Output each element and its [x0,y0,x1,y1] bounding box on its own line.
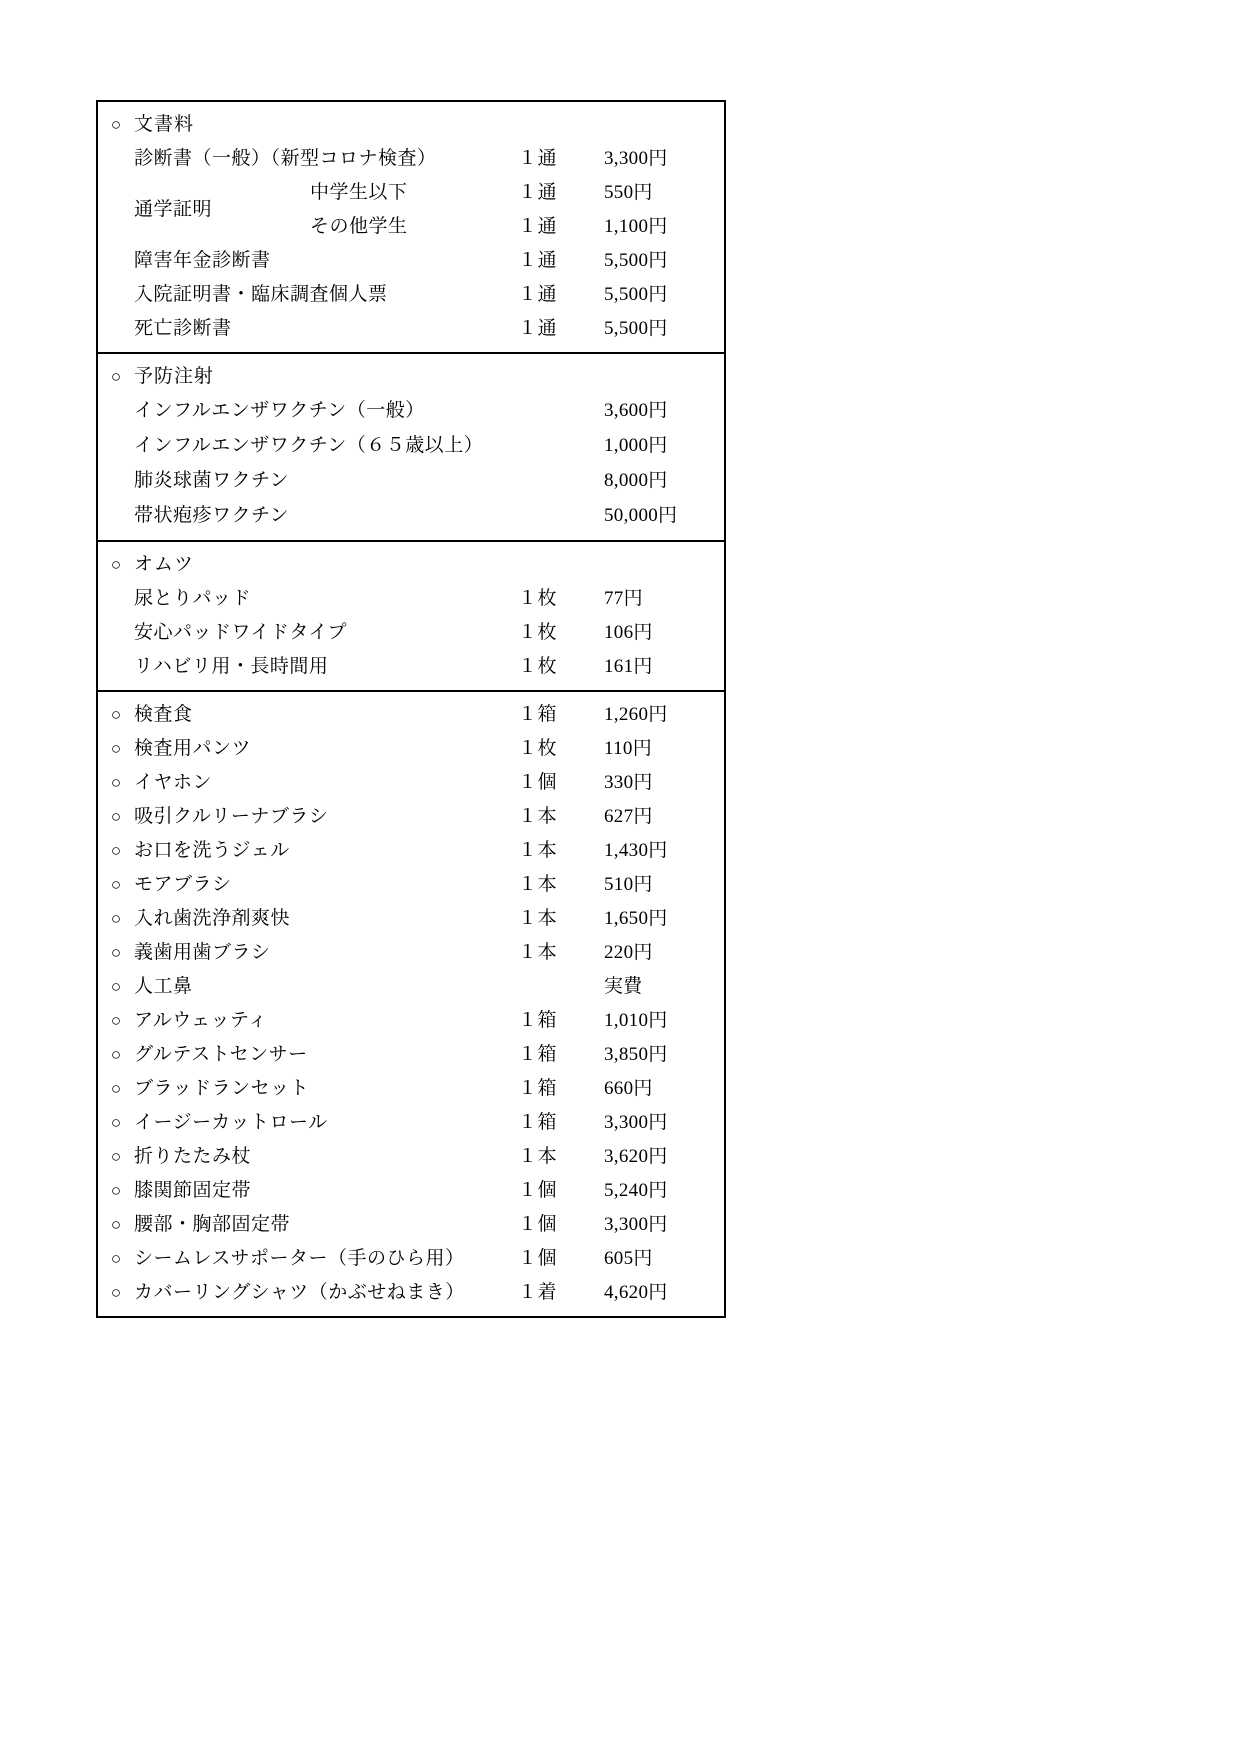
item-price: 1,000円 [604,435,668,456]
table-row [98,1072,724,1106]
item-price: 3,300円 [604,1214,668,1235]
item-name: インフルエンザワクチン（一般） [134,400,425,421]
item-unit: １本 [518,874,558,895]
item-name: 診断書（一般）（新型コロナ検査） [134,148,437,169]
item-unit: １本 [518,908,558,929]
item-name: 検査用パンツ [134,738,252,759]
bullet-icon: ○ [110,1147,122,1166]
item-name: イヤホン [134,772,213,793]
section-heading-row [98,542,724,582]
table-row [98,1242,724,1276]
grouped-subrows [244,176,724,244]
table-row [98,1140,724,1174]
item-name: 折りたたみ杖 [134,1146,252,1167]
item-name: お口を洗うジェル [134,840,290,861]
item-unit: １個 [518,1180,558,1201]
price-list-table [96,100,726,1318]
item-price: 220円 [604,942,653,963]
item-unit: １箱 [518,1044,558,1065]
item-unit: １個 [518,1214,558,1235]
bullet-icon: ○ [110,1181,122,1200]
bullet-icon: ○ [110,1283,122,1302]
bullet-icon: ○ [110,739,122,758]
item-unit: １通 [518,284,558,305]
item-name: インフルエンザワクチン（６５歳以上） [134,435,484,456]
item-price: 1,650円 [604,908,668,929]
bullet-icon: ○ [110,705,122,724]
item-price: 5,240円 [604,1180,668,1201]
item-name: 腰部・胸部固定帯 [134,1214,291,1235]
item-unit: １個 [518,772,558,793]
bullet-icon: ○ [110,115,122,134]
item-unit: １通 [518,318,558,339]
item-unit: １通 [518,216,558,237]
bullet-icon: ○ [110,1113,122,1132]
table-row [98,834,724,868]
section-diapers [98,542,724,692]
table-row [98,800,724,834]
table-row [98,1276,724,1316]
item-unit: １箱 [518,1010,558,1031]
item-price: 実費 [604,976,643,997]
item-price: 3,620円 [604,1146,668,1167]
item-unit: １箱 [518,704,558,725]
table-row [98,970,724,1004]
bullet-icon: ○ [110,807,122,826]
item-price: 4,620円 [604,1282,668,1303]
item-name: イージーカットロール [134,1112,328,1133]
bullet-icon: ○ [110,1249,122,1268]
table-row [244,176,724,210]
item-name: 人工鼻 [134,976,193,997]
item-name: アルウェッティ [134,1010,268,1031]
table-row [98,1038,724,1072]
table-row [98,312,724,352]
table-row [98,582,724,616]
item-price: 106円 [604,622,653,643]
item-price: 3,600円 [604,400,668,421]
item-name: 入院証明書・臨床調査個人票 [134,284,388,305]
section-heading-row [98,354,724,394]
bullet-icon: ○ [110,977,122,996]
item-price: 77円 [604,588,643,609]
table-row [98,1106,724,1140]
item-price: 627円 [604,806,653,827]
bullet-icon: ○ [110,909,122,928]
item-name: 吸引クルリーナブラシ [134,806,329,827]
table-row [98,142,724,176]
table-row [98,616,724,650]
item-name: 帯状疱疹ワクチン [134,505,290,526]
item-unit: １本 [518,942,558,963]
bullet-icon: ○ [110,841,122,860]
item-unit: １本 [518,840,558,861]
item-price: 161円 [604,656,653,677]
table-row [98,650,724,690]
section-misc-items [98,692,724,1316]
table-row [98,464,724,499]
table-row [244,210,724,244]
item-unit: １個 [518,1248,558,1269]
bullet-icon: ○ [110,1011,122,1030]
item-unit: １枚 [518,738,558,759]
section-vaccination [98,354,724,542]
item-name: 障害年金診断書 [134,250,271,271]
table-row [98,732,724,766]
bullet-icon: ○ [110,943,122,962]
grouped-row-school-certificate [98,176,724,244]
item-price: 110円 [604,738,652,759]
table-row [98,902,724,936]
section-documents [98,102,724,354]
table-row [98,868,724,902]
table-row [98,394,724,429]
item-unit: １本 [518,1146,558,1167]
item-price: 3,300円 [604,148,668,169]
item-name: カバーリングシャツ（かぶせねまき） [134,1282,465,1303]
table-row [98,1208,724,1242]
bullet-icon: ○ [110,1215,122,1234]
table-row [98,278,724,312]
item-name: 通学証明 [134,199,213,220]
item-price: 605円 [604,1248,653,1269]
bullet-icon: ○ [110,367,122,386]
item-price: 510円 [604,874,653,895]
section-heading-row [98,102,724,142]
item-unit: １通 [518,250,558,271]
table-row [98,1174,724,1208]
bullet-icon: ○ [110,1079,122,1098]
item-name: シームレスサポーター（手のひら用） [134,1248,465,1269]
section-heading: オムツ [134,554,195,575]
item-unit: １箱 [518,1112,558,1133]
item-name: 尿とりパッド [134,588,252,609]
bullet-icon: ○ [110,1045,122,1064]
section-heading: 予防注射 [134,366,215,387]
table-row [98,429,724,464]
table-row [98,499,724,540]
table-row [98,244,724,278]
item-price: 8,000円 [604,470,668,491]
item-unit: １通 [518,182,558,203]
item-name: グルテストセンサー [134,1044,308,1065]
item-name: 義歯用歯ブラシ [134,942,271,963]
table-row [98,766,724,800]
item-name: リハビリ用・長時間用 [134,656,329,677]
item-price: 550円 [604,182,653,203]
item-price: 3,300円 [604,1112,668,1133]
table-row [98,1004,724,1038]
item-price: 1,100円 [604,216,668,237]
item-name: ブラッドランセット [134,1078,310,1099]
item-unit: １本 [518,806,558,827]
item-unit: １箱 [518,1078,558,1099]
item-unit: １枚 [518,588,558,609]
item-price: 5,500円 [604,250,668,271]
item-price: 5,500円 [604,318,668,339]
item-name: 死亡診断書 [134,318,232,339]
item-price: 50,000円 [604,505,678,526]
item-name: 中学生以下 [310,182,408,203]
item-name: その他学生 [310,216,408,237]
bullet-icon: ○ [110,773,122,792]
item-name: 検査食 [134,704,193,725]
item-price: 3,850円 [604,1044,668,1065]
item-unit: １着 [518,1282,558,1303]
item-name: 肺炎球菌ワクチン [134,470,290,491]
table-row [98,936,724,970]
bullet-spacer [98,176,134,244]
item-name: 膝関節固定帯 [134,1180,252,1201]
item-price: 1,010円 [604,1010,668,1031]
item-price: 1,430円 [604,840,668,861]
item-price: 5,500円 [604,284,668,305]
item-unit: １通 [518,148,558,169]
table-row [98,692,724,732]
item-price: 660円 [604,1078,653,1099]
bullet-icon: ○ [110,875,122,894]
bullet-icon: ○ [110,555,122,574]
item-price: 330円 [604,772,653,793]
item-unit: １枚 [518,656,558,677]
item-name: 入れ歯洗浄剤爽快 [134,908,291,929]
item-price: 1,260円 [604,704,668,725]
item-unit: １枚 [518,622,558,643]
item-name: 安心パッドワイドタイプ [134,622,347,643]
section-heading: 文書料 [134,114,195,135]
item-name: モアブラシ [134,874,232,895]
